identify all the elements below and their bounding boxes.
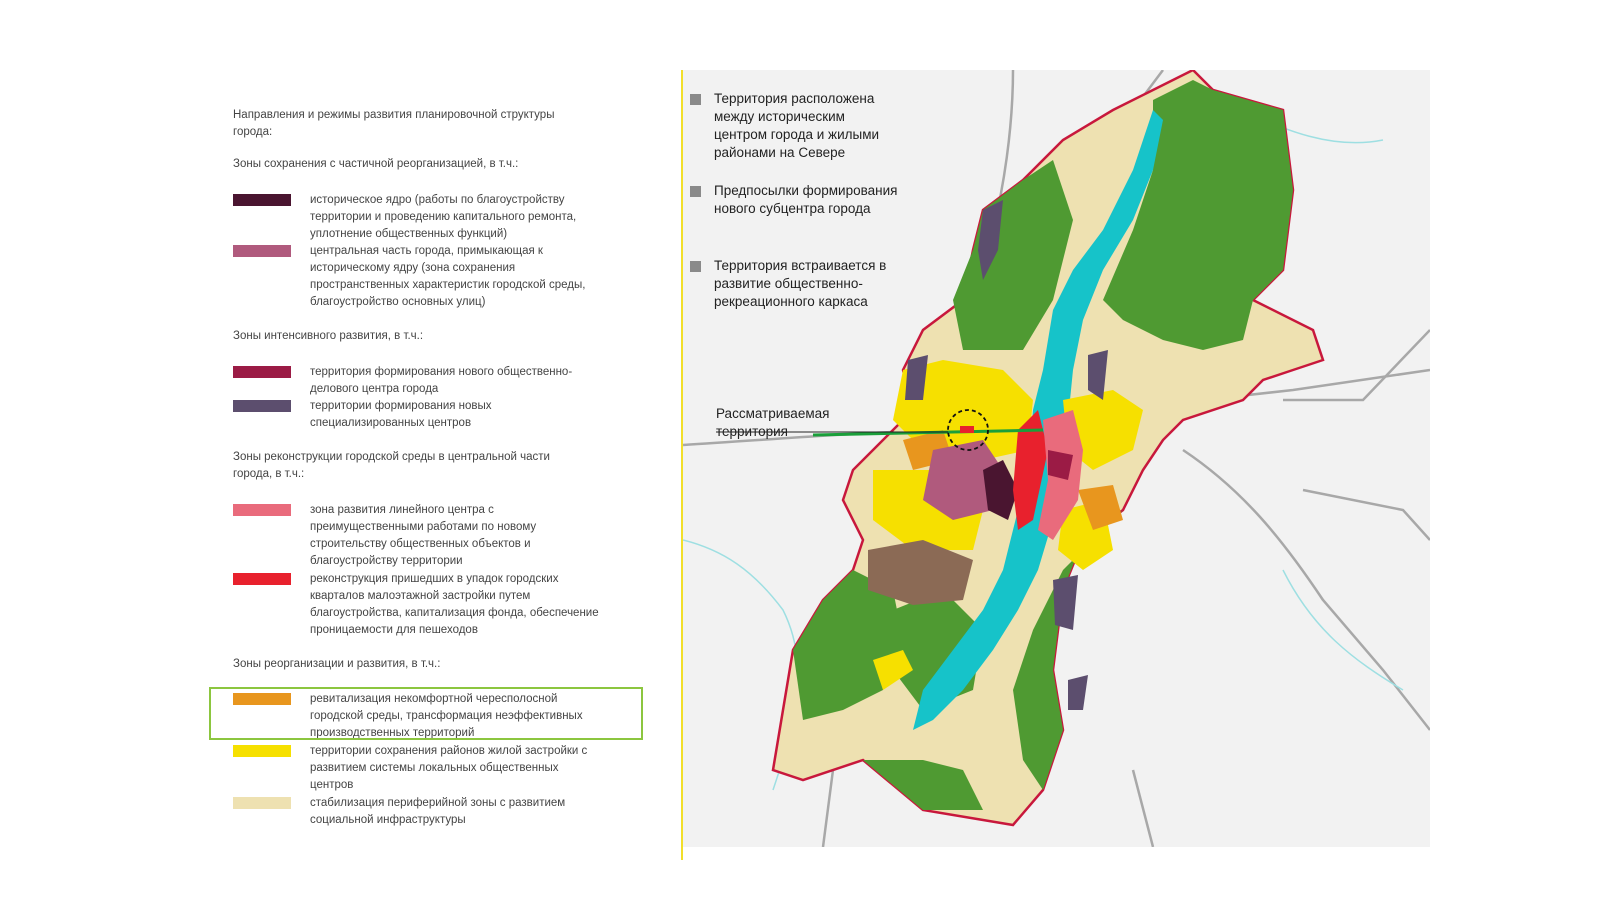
legend-highlight-box bbox=[209, 687, 643, 740]
study-area-callout: Рассматриваемая территория bbox=[716, 406, 830, 439]
legend-swatch bbox=[233, 745, 291, 757]
legend-group-heading: Зоны интенсивного развития, в т.ч.: bbox=[233, 330, 424, 342]
legend-item-text: территории сохранения районов жилой застройки с развитием системы локальных общественных центров bbox=[310, 745, 588, 791]
legend-title: Направления и режимы развития планировочной структуры города: bbox=[233, 109, 555, 138]
legend-swatch bbox=[233, 400, 291, 412]
legend-item-text: центральная часть города, примыкающая к историческому ядру (зона сохранения пространственных характеристик городской среды, благоустройство основных улиц) bbox=[310, 245, 586, 308]
legend-swatch bbox=[233, 245, 291, 257]
legend-item-text: территории формирования новых специализированных центров bbox=[310, 400, 492, 429]
study-area-marker bbox=[960, 426, 974, 433]
legend-item-text: стабилизация периферийной зоны с развитием социальной инфраструктуры bbox=[310, 797, 566, 826]
legend-item-text: ревитализация некомфортной чересполосной городской среды, трансформация неэффективных производственных территорий bbox=[310, 693, 583, 739]
note-bullet-icon bbox=[690, 261, 701, 272]
legend-panel bbox=[0, 0, 660, 900]
map-note-text: Предпосылки формирования нового субцентра города bbox=[714, 183, 898, 216]
legend-swatch bbox=[233, 194, 291, 206]
map-note-text: Территория расположена между историческим центром города и жилыми районами на Севере bbox=[714, 91, 880, 160]
legend-swatch bbox=[233, 366, 291, 378]
legend-group-heading: Зоны сохранения с частичной реорганизацией, в т.ч.: bbox=[233, 158, 519, 170]
map-note-text: Территория встраивается в развитие общественно-рекреационного каркаса bbox=[714, 258, 887, 309]
note-bullet-icon bbox=[690, 94, 701, 105]
legend-swatch bbox=[233, 573, 291, 585]
legend-item-text: историческое ядро (работы по благоустройству территории и проведению капитального ремонта, уплотнение общественных функций) bbox=[310, 194, 577, 240]
legend-swatch bbox=[233, 504, 291, 516]
legend-group-heading: Зоны реконструкции городской среды в центральной части города, в т.ч.: bbox=[233, 451, 550, 480]
legend-item-text: реконструкция пришедших в упадок городских кварталов малоэтажной застройки путем благоустройства, капитализация фонда, обеспечение проницаемости для пешеходов bbox=[310, 573, 599, 636]
legend-swatch bbox=[233, 797, 291, 809]
legend-group-heading: Зоны реорганизации и развития, в т.ч.: bbox=[233, 658, 441, 670]
note-bullet-icon bbox=[690, 186, 701, 197]
legend-item-text: зона развития линейного центра с преимущественными работами по новому строительству общественных объектов и благоустройству территории bbox=[310, 504, 537, 567]
legend-item-text: территория формирования нового общественно-делового центра города bbox=[310, 366, 573, 395]
